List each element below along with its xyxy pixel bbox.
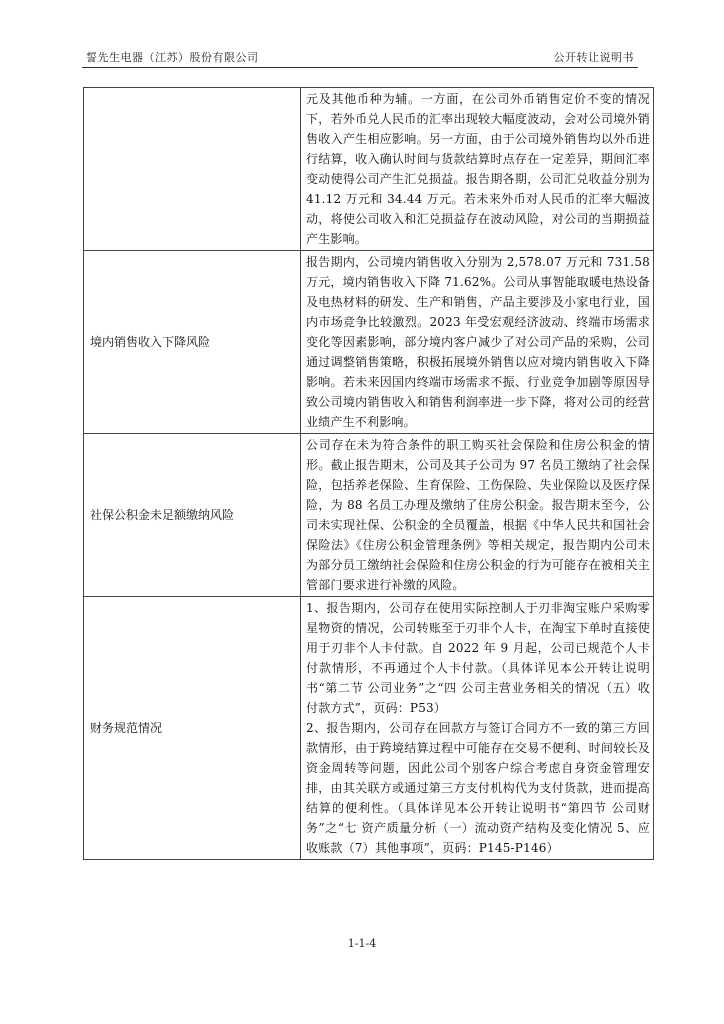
risk-description-paragraph: 元及其他币种为辅。一方面，在公司外币销售定价不变的情况下，若外币兑人民币的汇率出现较大幅度波动，会对公司境外销售收入产生相应影响。另一方面，由于公司境外销售均以外币进行结算，收入确认时间与货款结算时点存在一定差异，期间汇率变动使得公司产生汇兑损益。报告期各期，公司汇兑收益分别为 41.12 万元和 34.44 万元。若未来外币对人民币的汇率大幅波动，将使公司收入和汇兑损益存在波动风险，对公司的当期损益产生影响。 [306,92,650,246]
risk-name-cell: 财务规范情况 [84,597,301,860]
table-row [84,597,654,860]
risk-description-cell [301,88,654,251]
risk-name-cell [84,88,301,251]
page-number: 1-1-4 [347,937,377,950]
table-row [84,88,654,251]
risk-name-cell: 社保公积金未足额缴纳风险 [84,434,301,597]
page-header [82,50,638,66]
table-row [84,251,654,434]
risk-name-cell: 境内销售收入下降风险 [84,251,301,434]
risk-description-paragraph: 公司存在未为符合条件的职工购买社会保险和住房公积金的情形。截止报告期末，公司及其子公司为 97 名员工缴纳了社会保险，包括养老保险、生育保险、工伤保险、失业保险以及医疗保险，为 88 名员工办理及缴纳了住房公积金。报告期末至今，公司未实现社保、公积金的全员覆盖，根据《中华人民共和国社会保险法》《住房公积金管理条例》等相关规定，报告期内公司未为部分员工缴纳社会保险和住房公积金的行为可能存在被相关主管部门要求进行补缴的风险。 [306,438,650,592]
document-type: 公开转让说明书 [553,51,634,64]
risk-description-cell [301,251,654,434]
risk-description-paragraph: 1、报告期内，公司存在使用实际控制人于刃非淘宝账户采购零星物资的情况，公司转账至于刃非个人卡，在淘宝下单时直接使用于刃非个人卡付款。自 2022 年 9 月起，公司已规范个人卡付款情形，不再通过个人卡付款。（具体详见本公开转让说明书“第二节 公司业务”之“四 公司主营业务相关的情况（五）收付款方式”，页码：P53） [306,601,650,715]
risk-description-cell [301,597,654,860]
risk-table [83,87,654,860]
risk-description-paragraph: 报告期内，公司境内销售收入分别为 2,578.07 万元和 731.58 万元，境内销售收入下降 71.62%。公司从事智能取暖电热设备及电热材料的研发、生产和销售，产品主要涉及小家电行业，国内市场竞争比较激烈。2023 年受宏观经济波动、终端市场需求变化等因素影响，部分境内客户减少了对公司产品的采购，公司通过调整销售策略，积极拓展境外销售以应对境内销售收入下降影响。若未来因国内终端市场需求不振、行业竞争加剧等原因导致公司境内销售收入和销售利润率进一步下降，将对公司的经营业绩产生不利影响。 [306,255,650,429]
risk-description-cell [301,434,654,597]
table-row [84,434,654,597]
risk-description-paragraph: 2、报告期内，公司存在回款方与签订合同方不一致的第三方回款情形，由于跨境结算过程中可能存在交易不便利、时间较长及资金周转等问题，因此公司个别客户综合考虑自身资金管理安排，由其关联方或通过第三方支付机构代为支付货款，进而提高结算的便利性。（具体详见本公开转让说明书“第四节 公司财务”之“七 资产质量分析（一）流动资产结构及变化情况 5、应收账款（7）其他事项”，页码：P145-P146） [306,721,650,855]
header-divider [82,67,638,68]
company-name: 誓先生电器（江苏）股份有限公司 [86,51,259,64]
